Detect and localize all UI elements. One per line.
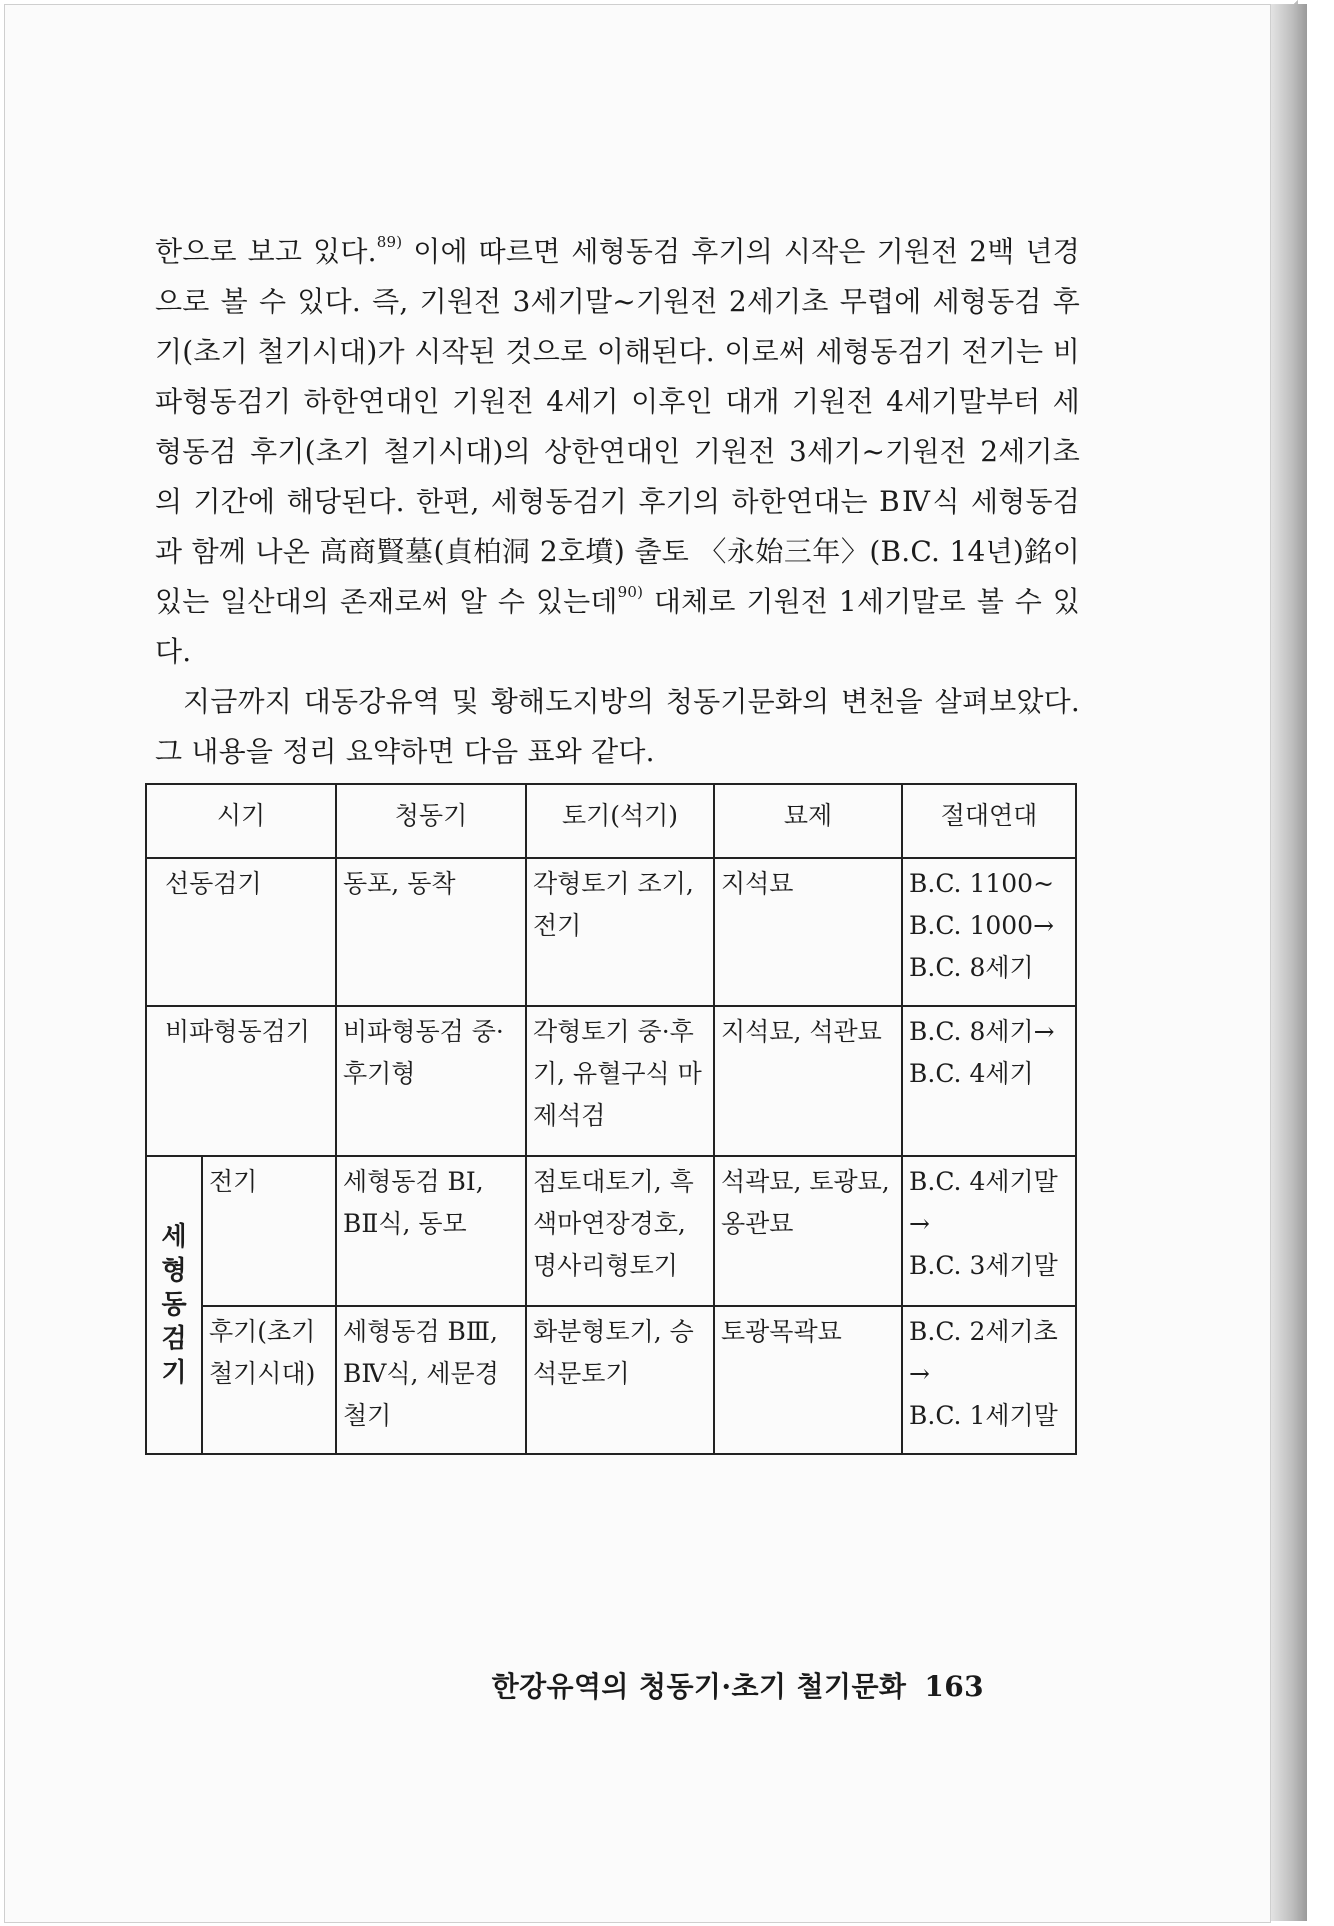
bronze-cell: 동포, 동착 [336, 858, 526, 1006]
table-row [146, 858, 1076, 1006]
pottery-cell: 각형토기 중·후기, 유혈구식 마제석검 [526, 1006, 714, 1156]
date-line: B.C. 4세기말→ [909, 1167, 1058, 1238]
paragraph-1-part-b: 이에 따르면 세형동검 후기의 시작은 기원전 2백 년경으로 볼 수 있다. 즉, 기원전 3세기말~기원전 2세기초 무렵에 세형동검 후기(초기 철기시대)가 시작된 것으로 이해된다. 이로써 세형동검기 전기는 비파형동검기 하한연대인 기원전 4세기 이후인 대개 기원전 4세기말부터 세형동검 후기(초기 철기시대)의 상한연대인 기원전 3세기~기원전 2세기초의 기간에 해당된다. 한편, 세형동검기 후기의 하한연대는 BⅣ식 세형동검과 함께 나온 高商賢墓(貞柏洞 2호墳) 출토 〈永始三年〉(B.C. 14년)銘이 있는 일산대의 존재로써 알 수 있는데 [155, 235, 1080, 618]
period-cell: 비파형동검기 [146, 1006, 336, 1156]
group-label-char: 형 [161, 1256, 187, 1286]
date-line: B.C. 2세기초→ [909, 1317, 1058, 1388]
body-text [155, 227, 1080, 777]
group-label-char: 동 [161, 1290, 187, 1320]
group-label-char: 기 [161, 1358, 187, 1388]
date-line: B.C. 4세기 [909, 1059, 1034, 1088]
paragraph-1-part-c: 대체로 기원전 1세기말로 볼 수 있다. [155, 585, 1080, 668]
header-period: 시기 [146, 784, 336, 858]
page-number: 163 [924, 1670, 984, 1703]
footnote-ref-90: 90) [617, 583, 644, 601]
bronze-cell: 세형동검 BⅠ, BⅡ식, 동모 [336, 1156, 526, 1306]
table-header-row [146, 784, 1076, 858]
date-cell [902, 1306, 1076, 1454]
date-line: B.C. 8세기→ [909, 1017, 1055, 1046]
table-row [146, 1306, 1076, 1454]
page-edge [1270, 4, 1307, 1921]
header-pottery: 토기(석기) [526, 784, 714, 858]
footnote-ref-89: 89) [376, 233, 403, 251]
date-line: B.C. 1100~ [909, 869, 1055, 898]
tomb-cell: 지석묘, 석관묘 [714, 1006, 902, 1156]
summary-table [145, 783, 1077, 1455]
paragraph-1 [155, 227, 1080, 677]
date-line: B.C. 1세기말 [909, 1401, 1058, 1430]
bronze-cell: 비파형동검 중·후기형 [336, 1006, 526, 1156]
table-row [146, 1006, 1076, 1156]
group-label-char: 세 [161, 1222, 187, 1252]
date-line: B.C. 8세기 [909, 953, 1034, 982]
period-cell: 전기 [202, 1156, 336, 1306]
header-tomb: 묘제 [714, 784, 902, 858]
header-bronze: 청동기 [336, 784, 526, 858]
date-cell [902, 1156, 1076, 1306]
date-cell [902, 1006, 1076, 1156]
paragraph-2: 지금까지 대동강유역 및 황해도지방의 청동기문화의 변천을 살펴보았다. 그 내용을 정리 요약하면 다음 표와 같다. [155, 685, 1080, 768]
period-cell: 선동검기 [146, 858, 336, 1006]
tomb-cell: 석곽묘, 토광묘, 옹관묘 [714, 1156, 902, 1306]
group-label-segyeong-donggeomgi [146, 1156, 202, 1454]
paragraph-1-part-a: 한으로 보고 있다. [155, 235, 377, 268]
book-page [4, 4, 1271, 1923]
bronze-cell: 세형동검 BⅢ, BⅣ식, 세문경 철기 [336, 1306, 526, 1454]
running-footer [492, 1665, 984, 1705]
pottery-cell: 화분형토기, 승석문토기 [526, 1306, 714, 1454]
tomb-cell: 지석묘 [714, 858, 902, 1006]
pottery-cell: 점토대토기, 흑색마연장경호, 명사리형토기 [526, 1156, 714, 1306]
table-row [146, 1156, 1076, 1306]
group-label-char: 검 [161, 1324, 187, 1354]
period-cell: 후기(초기 철기시대) [202, 1306, 336, 1454]
tomb-cell: 토광목곽묘 [714, 1306, 902, 1454]
pottery-cell: 각형토기 조기, 전기 [526, 858, 714, 1006]
date-line: B.C. 1000→ [909, 911, 1055, 940]
date-line: B.C. 3세기말 [909, 1251, 1058, 1280]
header-date: 절대연대 [902, 784, 1076, 858]
date-cell [902, 858, 1076, 1006]
running-title: 한강유역의 청동기·초기 철기문화 [491, 1670, 907, 1703]
